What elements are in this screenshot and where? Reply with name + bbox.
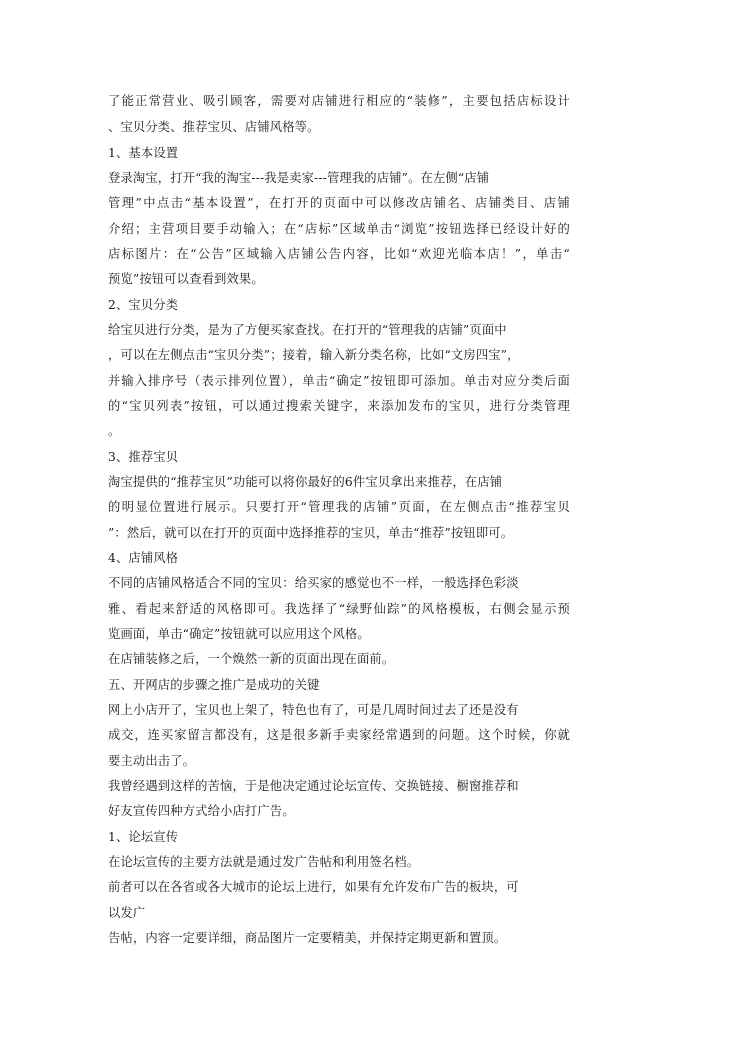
paragraph-line: 雅、看起来舒适的风格即可。我选择了“绿野仙踪”的风格模板，右侧会显示预 — [108, 602, 570, 616]
section-heading: 3、推荐宝贝 — [108, 450, 179, 464]
paragraph-line: 成交，连买家留言都没有，这是很多新手卖家经常遇到的问题。这个时候，你就 — [108, 728, 570, 742]
paragraph-line: ，可以在左侧点击“宝贝分类”；接着，输入新分类名称，比如“文房四宝”， — [108, 348, 520, 362]
paragraph-line: 登录淘宝，打开“我的淘宝---我是卖家---管理我的店铺”。在左侧“店铺 — [108, 171, 490, 185]
paragraph-line: 我曾经遇到这样的苦恼，于是他决定通过论坛宣传、交换链接、橱窗推荐和 — [108, 779, 519, 793]
paragraph-line: 预览”按钮可以查看到效果。 — [108, 272, 264, 286]
paragraph-line: 要主动出击了。 — [108, 754, 196, 768]
paragraph-line: 并输入排序号（表示排列位置），单击“确定”按钮即可添加。单击对应分类后面 — [108, 374, 570, 388]
paragraph-line: 。 — [108, 424, 121, 438]
paragraph-line: 了能正常营业、吸引顾客，需要对店铺进行相应的“装修”，主要包括店标设计 — [108, 94, 570, 108]
section-heading: 2、宝贝分类 — [108, 298, 179, 312]
paragraph-line: 在论坛宣传的主要方法就是通过发广告帖和利用签名档。 — [108, 855, 420, 869]
paragraph-line: 介绍；主营项目要手动输入；在“店标”区域单击“浏览”按钮选择已经设计好的 — [108, 222, 570, 236]
paragraph-line: 在店铺装修之后，一个焕然一新的页面出现在面前。 — [108, 652, 395, 666]
paragraph-line: 网上小店开了，宝贝也上架了，特色也有了，可是几周时间过去了还是没有 — [108, 703, 519, 717]
paragraph-line: 好友宣传四种方式给小店打广告。 — [108, 804, 295, 818]
paragraph-line: 淘宝提供的“推荐宝贝”功能可以将你最好的6件宝贝拿出来推荐，在店铺 — [108, 475, 503, 489]
paragraph-line: 的“宝贝列表”按钮，可以通过搜索关键字，来添加发布的宝贝，进行分类管理 — [108, 399, 570, 413]
paragraph-line: 管理”中点击“基本设置”，在打开的页面中可以修改店铺名、店铺类目、店铺 — [108, 196, 570, 210]
section-heading: 4、店铺风格 — [108, 551, 179, 565]
paragraph-line: 告帖，内容一定要详细，商品图片一定要精美，并保持定期更新和置顶。 — [108, 931, 507, 945]
paragraph-line: 店标图片：在“公告”区域输入店铺公告内容，比如“欢迎光临本店！”，单击“ — [108, 247, 570, 261]
paragraph-line: 给宝贝进行分类，是为了方便买家查找。在打开的“管理我的店铺”页面中 — [108, 323, 507, 337]
paragraph-line: 、宝贝分类、推荐宝贝、店铺风格等。 — [108, 120, 320, 134]
section-heading: 1、论坛宣传 — [108, 830, 179, 844]
paragraph-line: 的明显位置进行展示。只要打开“管理我的店铺”页面，在左侧点击“推荐宝贝 — [108, 500, 570, 514]
paragraph-line: 前者可以在各省或各大城市的论坛上进行，如果有允许发布广告的板块，可 — [108, 880, 519, 894]
paragraph-line: ”：然后，就可以在打开的页面中选择推荐的宝贝，单击“推荐”按钮即可。 — [108, 526, 514, 540]
paragraph-line: 览画面，单击“确定”按钮就可以应用这个风格。 — [108, 627, 370, 641]
paragraph-line: 以发广 — [108, 906, 146, 920]
section-heading: 五、开网店的步骤之推广是成功的关键 — [108, 678, 320, 692]
section-heading: 1、基本设置 — [108, 146, 179, 160]
paragraph-line: 不同的店铺风格适合不同的宝贝：给买家的感觉也不一样，一般选择色彩淡 — [108, 576, 519, 590]
